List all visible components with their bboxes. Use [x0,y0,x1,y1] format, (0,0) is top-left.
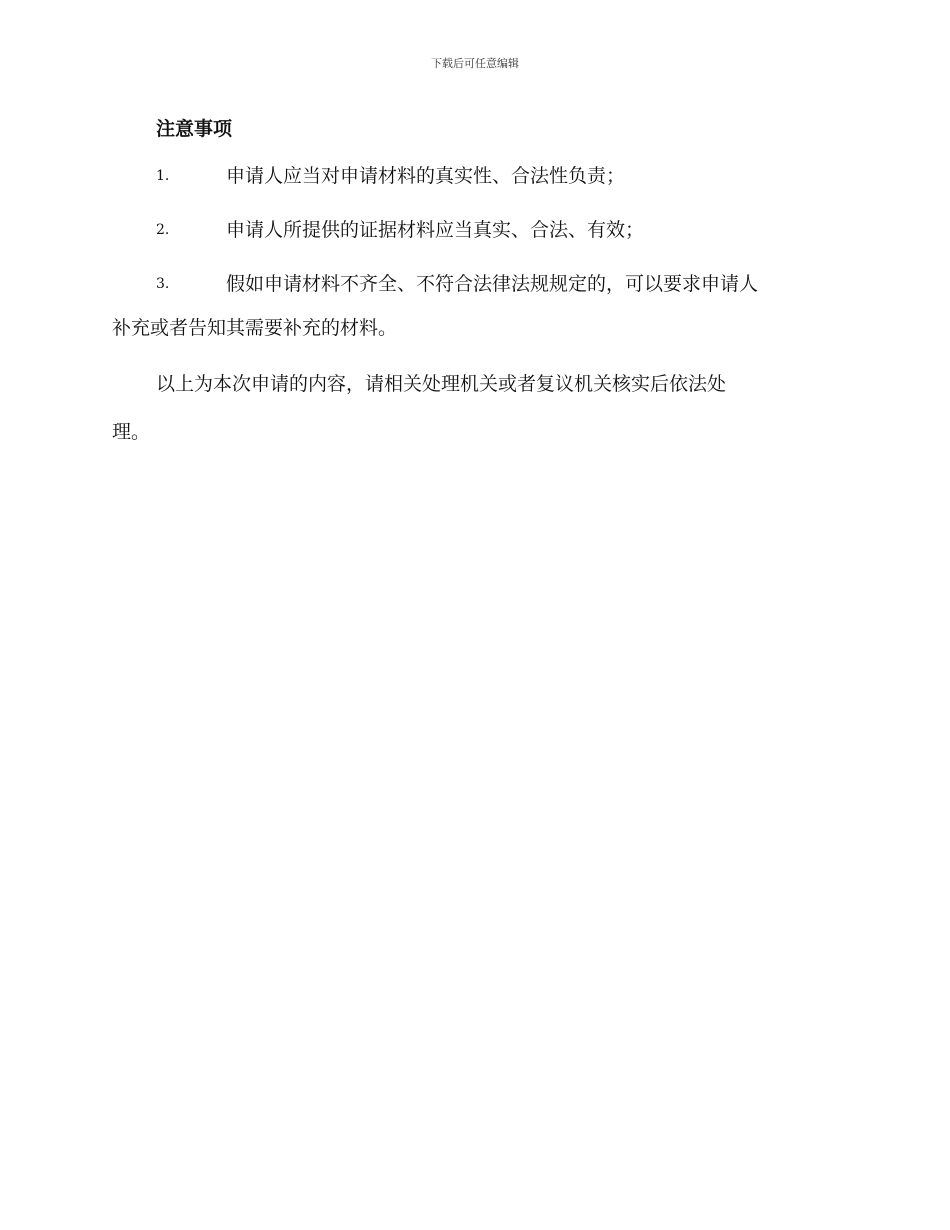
page-header: 下载后可任意编辑 [431,57,519,70]
document-body [112,114,842,456]
notice-title: 注意事项 [156,118,233,140]
notice-item-number: 2. [156,222,170,238]
notice-item-text [112,262,842,306]
notice-item-1 [112,154,842,198]
summary-line-2: 理。 [112,421,151,443]
summary-line-1: 以上为本次申请的内容，请相关处理机关或者复议机关核实后依法处 [156,373,727,395]
summary-paragraph [112,360,842,456]
notice-item-text: 申请人应当对申请材料的真实性、合法性负责； [226,165,626,187]
notice-item-number: 3. [156,276,170,292]
notice-item-2 [112,208,842,252]
notice-item-3 [112,262,842,350]
notice-item-text-line-1: 假如申请材料不齐全、不符合法律法规规定的，可以要求申请人 [226,273,759,295]
notice-item-text-line-2: 补充或者告知其需要补充的材料。 [112,317,398,339]
notice-item-number: 1. [156,168,170,184]
notice-item-text: 申请人所提供的证据材料应当真实、合法、有效； [226,219,645,241]
